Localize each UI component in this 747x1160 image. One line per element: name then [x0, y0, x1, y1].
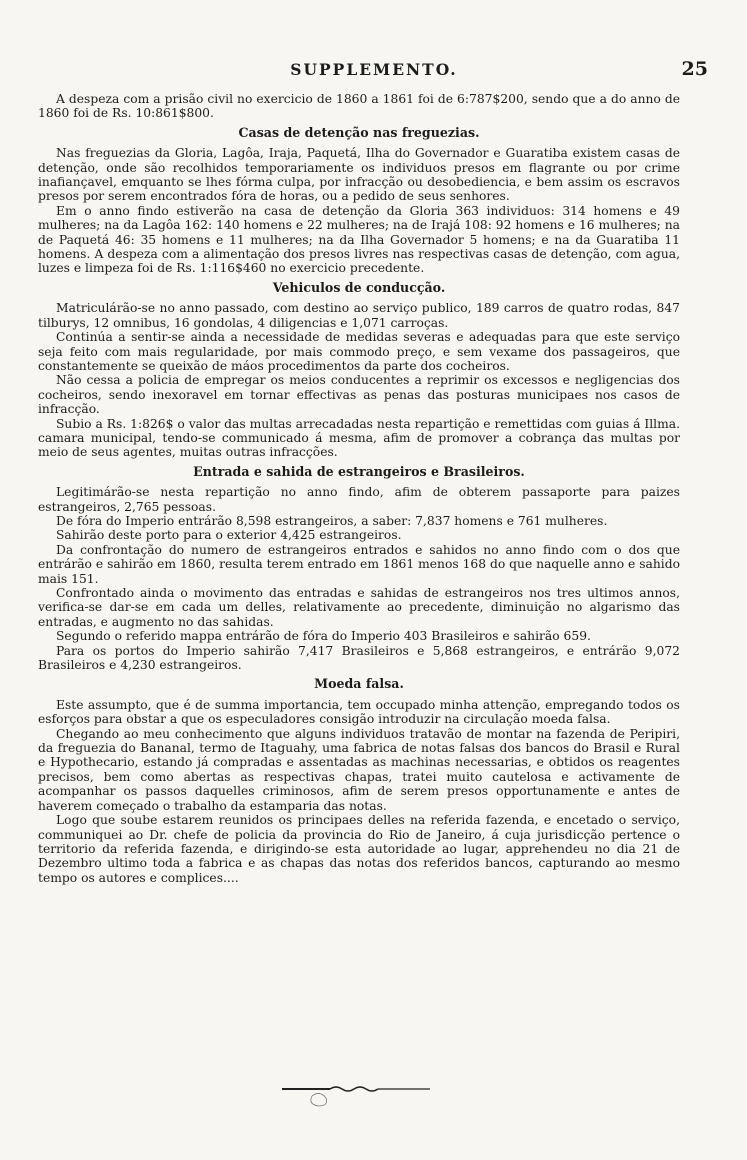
section-casas-detencao — [38, 126, 680, 276]
paragraph: Nas freguezias da Gloria, Lagôa, Iraja, Paquetá, Ilha do Governador e Guaratiba existem casas de detenção, onde são recolhidos temporariamente os individuos presos em flagrante ou por crime inafiançavel, emquanto se lhes fórma culpa, por infracção ou desobediencia, e bem assim os escravos presos por serem encontrados fóra de horas, ou a pedido de seus senhores. — [38, 146, 680, 204]
paragraph: Não cessa a policia de empregar os meios conducentes a reprimir os excessos e negligencias dos cocheiros, sendo inexoravel em tornar effectivas as penas das posturas municipaes nos casos de infracção. — [38, 373, 680, 417]
section-estrangeiros — [38, 465, 680, 673]
paragraph: Matriculárão-se no anno passado, com destino ao serviço publico, 189 carros de quatro rodas, 847 tilburys, 12 omnibus, 16 gondolas, 4 diligencias e 1,071 carroças. — [38, 301, 680, 330]
section-heading: Entrada e sahida de estrangeiros e Brasileiros. — [193, 463, 525, 479]
paragraph: Legitimárão-se nesta repartição no anno findo, afim de obterem passaporte para paizes estrangeiros, 2,765 pessoas. — [38, 485, 680, 514]
paragraph: Segundo o referido mappa entrárão de fóra do Imperio 403 Brasileiros e sahirão 659. — [56, 629, 591, 644]
section-prisao-civil — [38, 92, 680, 121]
paragraph: Confrontado ainda o movimento das entradas e sahidas de estrangeiros nos tres ultimos annos, verifica-se dar-se em cada um delles, relativamente ao precedente, diminuição no algarismo das entradas, e augmento no das sahidas. — [38, 586, 680, 629]
paragraph: Em o anno findo estiverão na casa de detenção da Gloria 363 individuos: 314 homens e 49 mulheres; na da Lagôa 162: 140 homens e 22 mulheres; na de Irajá 108: 92 homens e 16 mulheres; na de Paquetá 46: 35 homens e 11 mulheres; na da Ilha Governador 5 homens; e na da Guaratiba 11 homens. A despeza com a alimentação dos presos livres nas respectivas casas de detenção, com agua, luzes e limpeza foi de Rs. 1:116$460 no exercicio precedente. — [38, 203, 680, 276]
paragraph: Para os portos do Imperio sahirão 7,417 Brasileiros e 5,868 estrangeiros, e entrárão 9,072 Brasileiros e 4,230 estrangeiros. — [38, 643, 680, 673]
paragraph: A despeza com a prisão civil no exercicio de 1860 a 1861 foi de 6:787$200, sendo que a do anno de 1860 foi de Rs. 10:861$800. — [38, 92, 680, 121]
section-heading: Moeda falsa. — [314, 676, 404, 692]
paragraph: Subio a Rs. 1:826$ o valor das multas arrecadadas nesta repartição e remettidas com guias á Illma. camara municipal, tendo-se communicado á mesma, afim de promover a cobrança das multas por meio de seus agentes, muitas outras infracções. — [38, 416, 680, 460]
end-ornament — [0, 1080, 747, 1110]
running-title: SUPPLEMENTO. — [290, 60, 458, 79]
page-header — [40, 60, 708, 82]
section-moeda-falsa — [38, 677, 680, 885]
paragraph: Chegando ao meu conhecimento que alguns individuos tratavão de montar na fazenda de Peripiri, da freguezia do Bananal, termo de Itaguahy, uma fabrica de notas falsas dos bancos do Brasil e Rural e Hypothecario, estando já compradas e assentadas as machinas necessarias, e obtidos os reagentes precisos, bem como abertas as respectivas chapas, tratei muito cautelosa e activamente de acompanhar os passos daquelles criminosos, afim de serem presos opportunamente e antes de haverem começado o trabalho da estamparia das notas. — [38, 726, 680, 813]
section-vehiculos — [38, 281, 680, 460]
paragraph: De fóra do Imperio entrárão 8,598 estrangeiros, a saber: 7,837 homens e 761 mulheres. — [56, 513, 608, 528]
paragraph: Sahirão deste porto para o exterior 4,425 estrangeiros. — [56, 528, 402, 543]
paragraph: Continúa a sentir-se ainda a necessidade de medidas severas e adequadas para que este serviço seja feito com mais regularidade, por mais commodo preço, e sem vexame dos passageiros, que constantemente se queixão de máos procedimentos da parte dos cocheiros. — [38, 330, 680, 373]
paragraph: Logo que soube estarem reunidos os principaes delles na referida fazenda, e encetado o serviço, communiquei ao Dr. chefe de policia da provincia do Rio de Janeiro, á cuja jurisdicção pertence o territorio da referida fazenda, e dirigindo-se esta autoridade ao lugar, apprehendeu no dia 21 de Dezembro ultimo toda a fabrica e as chapas das notas dos referidos bancos, capturando ao mesmo tempo os autores e complices.... — [38, 813, 680, 885]
page-number: 25 — [681, 58, 708, 80]
paragraph: Este assumpto, que é de summa importancia, tem occupado minha attenção, empregando todos os esforços para obstar a que os especuladores consigão introduzir na circulação moeda falsa. — [38, 697, 680, 727]
section-heading: Casas de detenção nas freguezias. — [238, 124, 480, 140]
section-heading: Vehiculos de conducção. — [272, 279, 446, 295]
paragraph: Da confrontação do numero de estrangeiros entrados e sahidos no anno findo com o dos que entrárão e sahirão em 1860, resulta terem entrado em 1861 menos 168 do que naquelle anno e sahido mais 151. — [38, 542, 680, 586]
page-body — [38, 92, 680, 885]
